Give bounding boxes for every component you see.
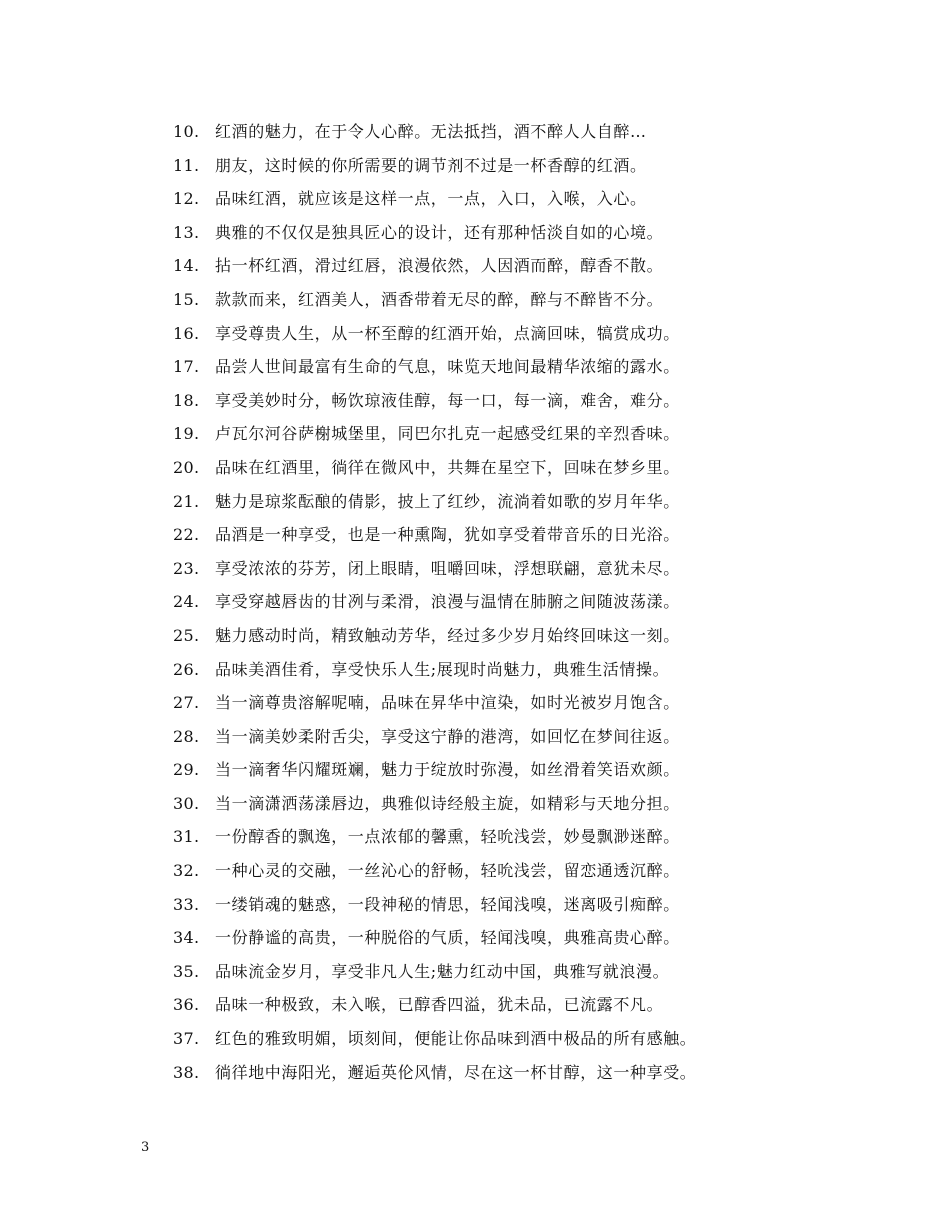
item-number: 13.	[173, 222, 200, 242]
item-number: 19.	[173, 424, 200, 444]
item-text: 魅力感动时尚，精致触动芳华，经过多少岁月始终回味这一刻。	[215, 625, 680, 645]
item-number: 31.	[173, 827, 200, 847]
item-text: 当一滴尊贵溶解呢喃，品味在昇华中渲染，如时光被岁月饱含。	[215, 693, 680, 713]
item-text: 当一滴潇洒荡漾唇边，典雅似诗经般主旋，如精彩与天地分担。	[215, 793, 680, 813]
item-number: 10.	[173, 122, 200, 141]
numbered-list	[173, 118, 696, 1092]
list-item	[173, 1025, 696, 1059]
page-number: 3	[141, 1140, 150, 1155]
list-item	[173, 756, 696, 790]
list-item	[173, 555, 696, 589]
item-number: 29.	[173, 760, 200, 780]
item-text: 享受尊贵人生，从一杯至醇的红酒开始，点滴回味，犒赏成功。	[215, 323, 680, 343]
list-item	[173, 152, 696, 186]
list-item	[173, 891, 696, 925]
item-number: 34.	[173, 928, 200, 948]
list-item	[173, 1059, 696, 1093]
item-number: 32.	[173, 861, 200, 881]
item-number: 17.	[173, 357, 200, 377]
list-item	[173, 353, 696, 387]
item-number: 37.	[173, 1029, 200, 1049]
item-number: 18.	[173, 390, 200, 410]
list-item	[173, 320, 696, 354]
list-item	[173, 588, 696, 622]
list-item	[173, 118, 696, 152]
item-text: 当一滴美妙柔附舌尖，享受这宁静的港湾，如回忆在梦间往返。	[215, 726, 680, 746]
list-item	[173, 420, 696, 454]
item-text: 拈一杯红酒，滑过红唇，浪漫依然，人因酒而醉，醇香不散。	[215, 256, 664, 276]
list-item	[173, 723, 696, 757]
item-text: 卢瓦尔河谷萨榭城堡里，同巴尔扎克一起感受红果的辛烈香味。	[215, 424, 680, 444]
item-number: 16.	[173, 323, 200, 343]
item-text: 品酒是一种享受，也是一种熏陶，犹如享受着带音乐的日光浴。	[215, 525, 680, 545]
item-text: 享受美妙时分，畅饮琼液佳醇，每一口，每一滴，难舍，难分。	[215, 390, 680, 410]
item-number: 35.	[173, 961, 200, 981]
item-number: 25.	[173, 625, 200, 645]
list-item	[173, 387, 696, 421]
item-text: 朋友，这时候的你所需要的调节剂不过是一杯香醇的红酒。	[215, 155, 647, 175]
item-number: 24.	[173, 592, 200, 612]
item-number: 22.	[173, 525, 200, 545]
list-item	[173, 924, 696, 958]
list-item	[173, 991, 696, 1025]
list-item	[173, 656, 696, 690]
list-item	[173, 488, 696, 522]
list-item	[173, 219, 696, 253]
item-number: 36.	[173, 995, 200, 1015]
item-number: 30.	[173, 793, 200, 813]
item-text: 品味一种极致，未入喉，已醇香四溢，犹未品，已流露不凡。	[215, 995, 664, 1015]
item-text: 款款而来，红酒美人，酒香带着无尽的醉，醉与不醉皆不分。	[215, 289, 664, 309]
item-number: 12.	[173, 189, 200, 209]
item-number: 14.	[173, 256, 200, 276]
item-text: 一份静谧的高贵，一种脱俗的气质，轻闻浅嗅，典雅高贵心醉。	[215, 928, 680, 948]
item-number: 20.	[173, 457, 200, 477]
list-item	[173, 185, 696, 219]
list-item	[173, 454, 696, 488]
list-item	[173, 823, 696, 857]
item-text: 一种心灵的交融，一丝沁心的舒畅，轻吮浅尝，留恋通透沉醉。	[215, 861, 680, 881]
item-text: 红色的雅致明媚，顷刻间，便能让你品味到酒中极品的所有感触。	[215, 1029, 697, 1049]
list-item	[173, 252, 696, 286]
item-number: 11.	[173, 155, 200, 175]
item-number: 27.	[173, 693, 200, 713]
list-item	[173, 790, 696, 824]
item-number: 23.	[173, 558, 200, 578]
list-item	[173, 521, 696, 555]
list-item	[173, 857, 696, 891]
item-text: 红酒的魅力，在于令人心醉。无法抵挡，酒不醉人人自醉…	[215, 122, 647, 141]
item-number: 33.	[173, 894, 200, 914]
item-text: 一份醇香的飘逸，一点浓郁的馨熏，轻吮浅尝，妙曼飘渺迷醉。	[215, 827, 680, 847]
item-text: 一缕销魂的魅惑，一段神秘的情思，轻闻浅嗅，迷离吸引痴醉。	[215, 894, 680, 914]
item-text: 品味美酒佳肴，享受快乐人生;展现时尚魅力，典雅生活情操。	[215, 659, 670, 679]
item-text: 品味在红酒里，徜徉在微风中，共舞在星空下，回味在梦乡里。	[215, 457, 680, 477]
item-text: 品尝人世间最富有生命的气息，味览天地间最精华浓缩的露水。	[215, 357, 680, 377]
item-text: 当一滴奢华闪耀斑斓，魅力于绽放时弥漫，如丝滑着笑语欢颜。	[215, 760, 680, 780]
list-item	[173, 286, 696, 320]
item-text: 品味流金岁月，享受非凡人生;魅力红动中国，典雅写就浪漫。	[215, 961, 670, 981]
item-number: 26.	[173, 659, 200, 679]
item-text: 享受穿越唇齿的甘冽与柔滑，浪漫与温情在肺腑之间随波荡漾。	[215, 592, 680, 612]
list-item	[173, 958, 696, 992]
item-number: 38.	[173, 1062, 200, 1082]
item-text: 品味红酒，就应该是这样一点，一点，入口，入喉，入心。	[215, 189, 647, 209]
list-item	[173, 622, 696, 656]
item-number: 21.	[173, 491, 200, 511]
item-number: 15.	[173, 289, 200, 309]
item-text: 享受浓浓的芬芳，闭上眼睛，咀嚼回味，浮想联翩，意犹未尽。	[215, 558, 680, 578]
item-text: 魅力是琼浆酝酿的倩影，披上了红纱，流淌着如歌的岁月年华。	[215, 491, 680, 511]
list-item	[173, 689, 696, 723]
item-text: 徜徉地中海阳光，邂逅英伦风情，尽在这一杯甘醇，这一种享受。	[215, 1062, 697, 1082]
item-text: 典雅的不仅仅是独具匠心的设计，还有那种恬淡自如的心境。	[215, 222, 664, 242]
item-number: 28.	[173, 726, 200, 746]
